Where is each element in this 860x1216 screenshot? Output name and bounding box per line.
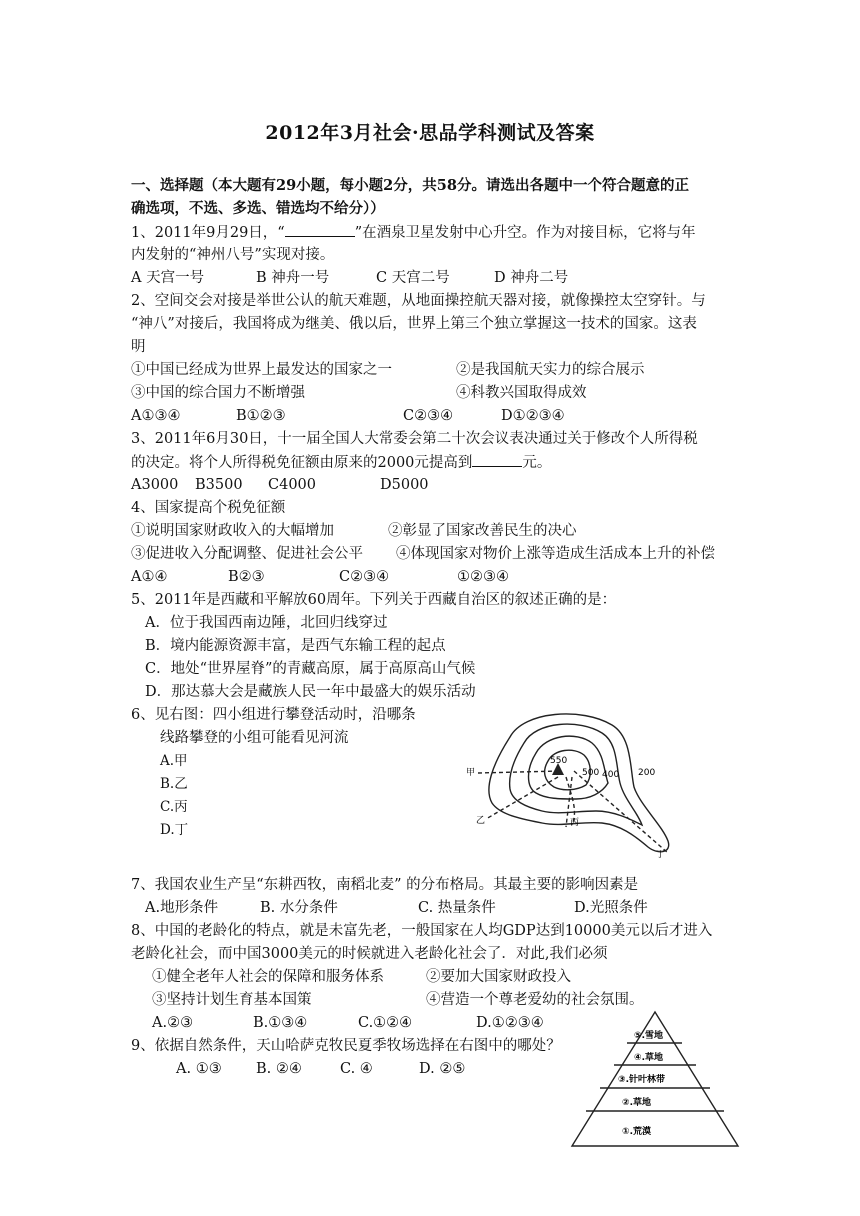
q3-option-c[interactable]: C4000 <box>268 477 316 493</box>
q1-option-a[interactable]: A 天宫一号 <box>131 270 205 286</box>
q8-option-b[interactable]: B.①③④ <box>253 1015 308 1031</box>
q5-option-d[interactable]: D．那达慕大会是藏族人民一年中最盛大的娱乐活动 <box>145 684 476 700</box>
q1-stem-line2: 内发射的“神州八号”实现对接。 <box>131 247 335 263</box>
q9-stem-line1: 9、依据自然条件，天山哈萨克牧民夏季牧场选择在右图中的哪处？ <box>131 1038 561 1054</box>
q4-statement-1: ①说明国家财政收入的大幅增加 <box>131 523 334 539</box>
q9-option-b[interactable]: B. ②④ <box>256 1061 302 1077</box>
q2-option-a[interactable]: A①③④ <box>131 408 181 424</box>
q6-stem-line1: 6、见右图：四小组进行攀登活动时，沿哪条 <box>131 707 416 723</box>
q9-option-a[interactable]: A. ①③ <box>176 1061 222 1077</box>
q7-stem-line1: 7、我国农业生产呈“东耕西牧，南稻北麦” 的分布格局。其最主要的影响因素是 <box>131 877 639 893</box>
q7-option-a[interactable]: A.地形条件 <box>145 900 219 916</box>
q7-option-b[interactable]: B. 水分条件 <box>260 900 338 916</box>
q7-option-d[interactable]: D.光照条件 <box>574 900 648 916</box>
q8-option-c[interactable]: C.①②④ <box>358 1015 413 1031</box>
contour-label-500: 500 <box>582 768 600 778</box>
q4-stem-line1: 4、国家提高个税免征额 <box>131 500 286 516</box>
pyramid-zone-5: ⑤.雪地 <box>634 1031 664 1041</box>
q5-option-c[interactable]: C．地处“世界屋脊”的青藏高原，属于高原高山气候 <box>145 661 476 677</box>
q1-option-d[interactable]: D 神舟二号 <box>494 270 569 286</box>
q5-stem-line1: 5、2011年是西藏和平解放60周年。下列关于西藏自治区的叙述正确的是： <box>131 592 617 608</box>
q4-option-b[interactable]: B②③ <box>228 569 265 585</box>
q1-stem-part-a: 1、2011年9月29日，“ <box>131 225 285 241</box>
q9-option-c[interactable]: C. ④ <box>340 1061 373 1077</box>
map-label-jia: 甲 <box>466 768 476 778</box>
section-heading-line1: 一、选择题（本大题有29小题，每小题2分，共58分。请选出各题中一个符合题意的正 <box>131 177 689 194</box>
q3-option-d[interactable]: D5000 <box>380 477 429 493</box>
q5-option-a[interactable]: A．位于我国西南边陲，北回归线穿过 <box>145 615 388 631</box>
q3-stem-part-b: 元。 <box>522 455 552 471</box>
contour-label-200: 200 <box>638 768 656 778</box>
q2-option-b[interactable]: B①②③ <box>236 408 286 424</box>
pyramid-zone-2: ②.草地 <box>622 1098 652 1108</box>
q6-option-b[interactable]: B.乙 <box>160 776 188 792</box>
contour-line-2 <box>510 724 642 825</box>
contour-map-figure <box>462 707 674 859</box>
q2-option-d[interactable]: D①②③④ <box>501 408 565 424</box>
q3-option-b[interactable]: B3500 <box>195 477 243 493</box>
map-label-ding: 丁 <box>656 850 666 859</box>
q8-statement-4: ④营造一个尊老爱幼的社会氛围。 <box>426 992 644 1008</box>
q1-option-b[interactable]: B 神舟一号 <box>256 270 330 286</box>
q2-stem-line3: 明 <box>131 339 146 355</box>
q2-statement-4: ④科教兴国取得成效 <box>456 385 587 401</box>
q2-stem-line2: “神八”对接后，我国将成为继美、俄以后，世界上第三个独立掌握这一技术的国家。这表 <box>131 316 697 332</box>
q7-option-c[interactable]: C. 热量条件 <box>418 900 496 916</box>
contour-label-550: 550 <box>550 756 568 766</box>
q3-answer-blank[interactable] <box>472 452 522 467</box>
pyramid-zone-1: ①.荒漠 <box>622 1127 652 1137</box>
q4-statement-4: ④体现国家对物价上涨等造成生活成本上升的补偿 <box>396 546 715 562</box>
q8-stem-line1: 8、中国的老龄化的特点，就是未富先老，一般国家在人均GDP达到10000美元以后才进入 <box>131 923 713 939</box>
contour-line-outer <box>489 714 669 852</box>
q8-statement-2: ②要加大国家财政投入 <box>426 969 571 985</box>
q6-option-d[interactable]: D.丁 <box>160 822 189 838</box>
q6-stem-line2: 线路攀登的小组可能看见河流 <box>160 730 349 746</box>
q2-statement-2: ②是我国航天实力的综合展示 <box>456 362 645 378</box>
q8-stem-line2: 老龄化社会，而中国3000美元的时候就进入老龄化社会了．对此,我们必须 <box>131 946 608 962</box>
contour-label-400: 400 <box>602 770 620 780</box>
q9-option-d[interactable]: D. ②⑤ <box>419 1061 466 1077</box>
q3-stem-line1: 3、2011年6月30日，十一届全国人大常委会第二十次会议表决通过关于修改个人所得税 <box>131 431 698 447</box>
q8-statement-3: ③坚持计划生育基本国策 <box>152 992 312 1008</box>
pyramid-zone-3: ③.针叶林带 <box>618 1075 666 1085</box>
q4-option-c[interactable]: C②③④ <box>339 569 390 585</box>
q4-statement-2: ②彰显了国家改善民生的决心 <box>388 523 577 539</box>
q2-option-c[interactable]: C②③④ <box>403 408 454 424</box>
q8-option-d[interactable]: D.①②③④ <box>476 1015 544 1031</box>
q8-option-a[interactable]: A.②③ <box>152 1015 194 1031</box>
q3-option-a[interactable]: A3000 <box>131 477 179 493</box>
map-label-bing: 丙 <box>570 818 580 828</box>
q1-stem-part-b: ”在酒泉卫星发射中心升空。作为对接目标，它将与年 <box>354 225 696 241</box>
section-heading-line2: 确选项，不选、多选、错选均不给分）） <box>131 200 385 217</box>
vegetation-pyramid-figure <box>570 1010 740 1150</box>
q1-answer-blank[interactable] <box>285 222 355 237</box>
q6-option-a[interactable]: A.甲 <box>160 753 188 769</box>
q8-statement-1: ①健全老年人社会的保障和服务体系 <box>152 969 384 985</box>
q6-option-c[interactable]: C.丙 <box>160 799 188 815</box>
q4-option-a[interactable]: A①④ <box>131 569 168 585</box>
q4-statement-3: ③促进收入分配调整、促进社会公平 <box>131 546 363 562</box>
q4-option-d[interactable]: ①②③④ <box>457 569 509 585</box>
q2-statement-3: ③中国的综合国力不断增强 <box>131 385 305 401</box>
q2-statement-1: ①中国已经成为世界上最发达的国家之一 <box>131 362 392 378</box>
pyramid-zone-4: ④.草地 <box>634 1053 664 1063</box>
q3-stem-line2 <box>131 452 551 473</box>
q1-option-c[interactable]: C 天宫二号 <box>376 270 450 286</box>
q3-stem-part-a: 的决定。将个人所得税免征额由原来的2000元提高到 <box>131 455 473 471</box>
q5-option-b[interactable]: B．境内能源资源丰富，是西气东输工程的起点 <box>145 638 446 654</box>
page-title: 2012年3月社会·思品学科测试及答案 <box>265 122 595 144</box>
q2-stem-line1: 2、空间交会对接是举世公认的航天难题，从地面操控航天器对接，就像操控太空穿针。与 <box>131 293 706 309</box>
map-label-yi: 乙 <box>476 816 486 826</box>
q1-stem-line1 <box>131 222 696 243</box>
